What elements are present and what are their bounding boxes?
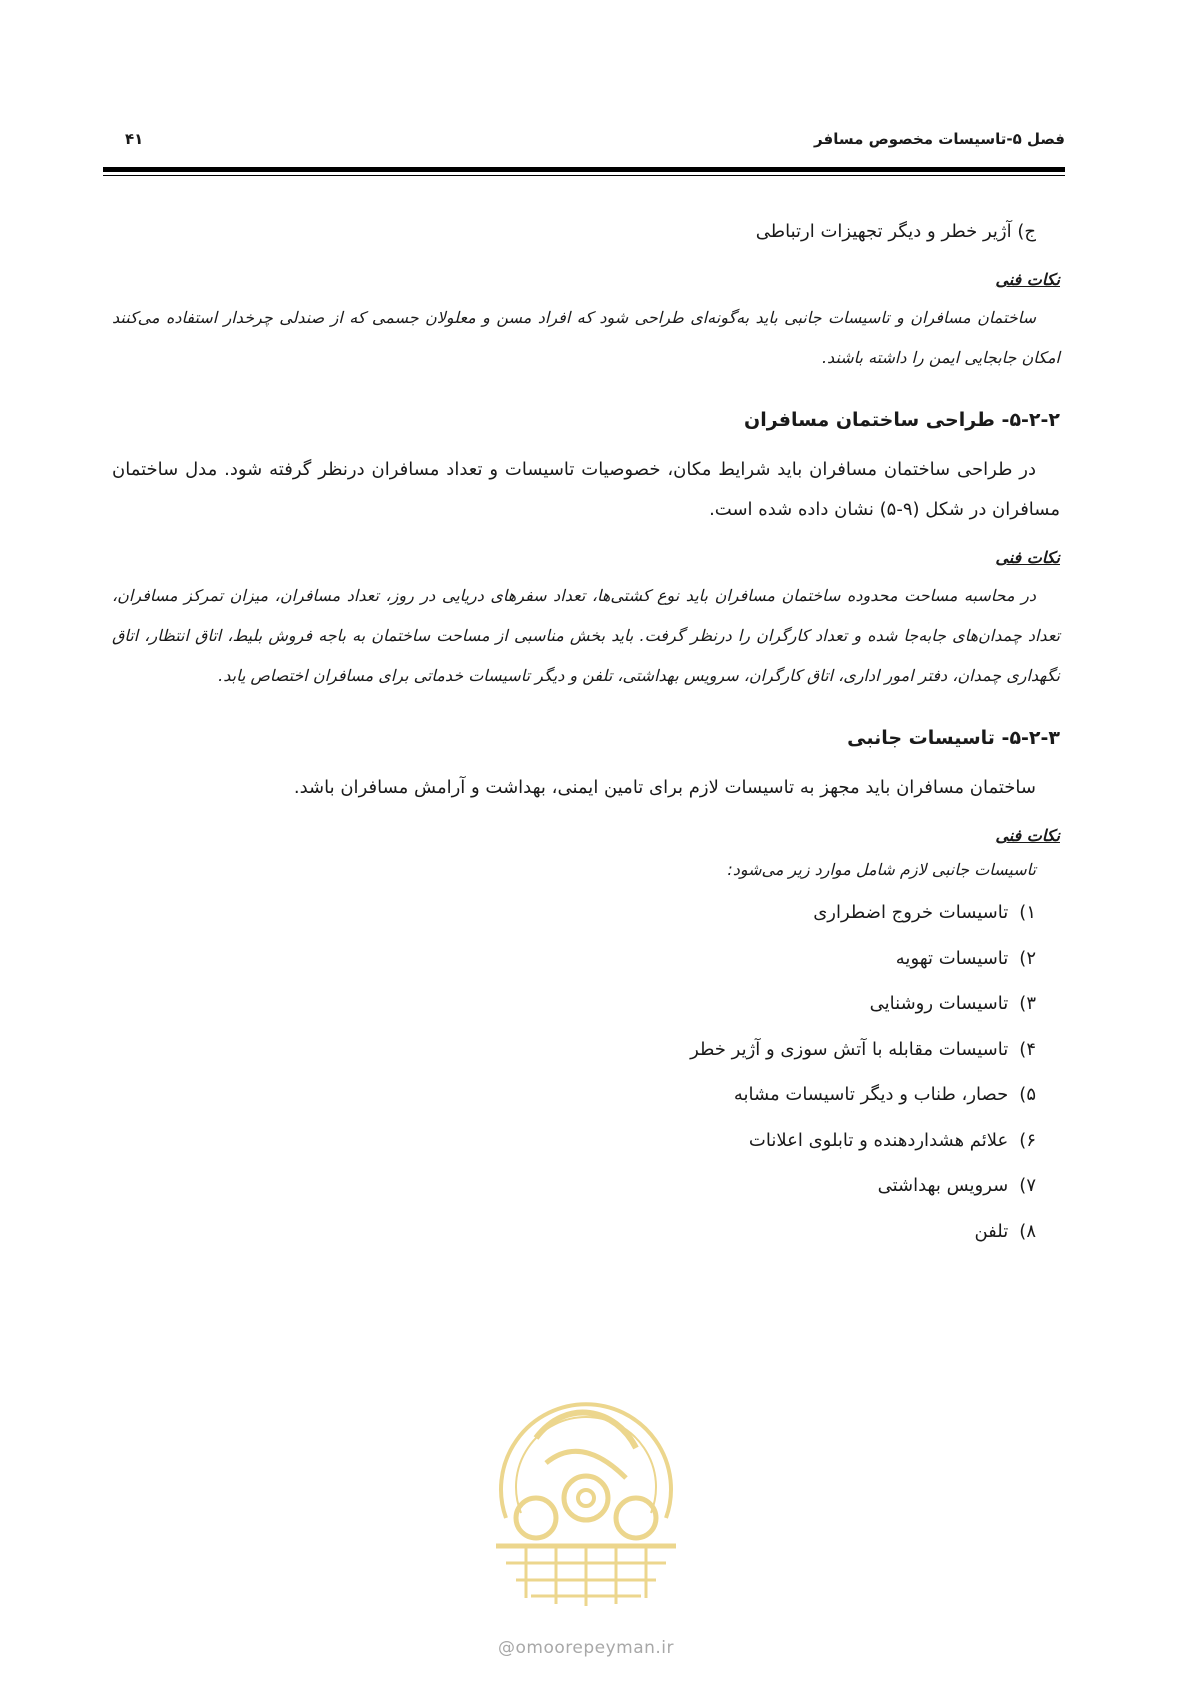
list-item: ۷) سرویس بهداشتی <box>877 1175 1036 1196</box>
list-item: ۸) تلفن <box>974 1220 1036 1242</box>
list-item: ۵) حصار، طناب و دیگر تاسیسات مشابه <box>733 1084 1036 1105</box>
list-intro: تاسیسات جانبی لازم شامل موارد زیر می‌شود: <box>727 860 1036 879</box>
section-heading: ۵-۲-۳- تاسیسات جانبی <box>847 727 1060 749</box>
technical-note-label: نکات فنی <box>995 826 1060 845</box>
header-rule-thick <box>103 167 1065 172</box>
watermark-url: @omoorepeyman.ir <box>497 1638 675 1658</box>
list-item: ۴) تاسیسات مقابله با آتش سوزی و آژیر خطر <box>690 1038 1036 1060</box>
chapter-title: فصل ۵-تاسیسات مخصوص مسافر <box>814 130 1065 148</box>
page-content <box>112 212 1060 1254</box>
header-rule-thin <box>103 175 1065 176</box>
watermark-seal-icon <box>476 1368 696 1608</box>
page-number: ۴۱ <box>125 130 144 148</box>
section-paragraph: ساختمان مسافران باید مجهز به تاسیسات لازم برای تامین ایمنی، بهداشت و آرامش مسافران باشد. <box>293 777 1036 798</box>
technical-note-text: ساختمان مسافران و تاسیسات جانبی باید به‌گونه‌ای طراحی شود که افراد مسن و معلولان جسمی که از صندلی چرخدار استفاده می‌کنند امکان جابجایی ایمن را داشته باشند. <box>112 308 1060 367</box>
page-header <box>105 130 1065 160</box>
list-item: ۶) علائم هشداردهنده و تابلوی اعلانات <box>748 1129 1036 1151</box>
section-heading: ۵-۲-۲- طراحی ساختمان مسافران <box>743 409 1060 431</box>
technical-note-text: در محاسبه مساحت محدوده ساختمان مسافران باید نوع کشتی‌ها، تعداد سفرهای دریایی در روز، تعداد مسافران، میزان تمرکز مسافران، تعداد چمدان‌های جابه‌جا شده و تعداد کارگران را درنظر گرفت. باید بخش مناسبی از مساحت ساختمان به باجه فروش بلیط، اتاق انتظار، اتاق نگهداری چمدان، دفتر امور اداری، اتاق کارگران، سرویس بهداشتی، تلفن و دیگر تاسیسات خدماتی برای مسافران اختصاص یابد. <box>112 586 1060 685</box>
list-item: ۱) تاسیسات خروج اضطراری <box>813 902 1036 923</box>
technical-note-label: نکات فنی <box>995 548 1060 567</box>
list-item: ۲) تاسیسات تهویه <box>895 947 1036 969</box>
technical-note-label: نکات فنی <box>995 270 1060 289</box>
section-paragraph: در طراحی ساختمان مسافران باید شرایط مکان، خصوصیات تاسیسات و تعداد مسافران درنظر گرفته شود. مدل ساختمان مسافران در شکل (۹-۵) نشان داده شده است. <box>112 459 1060 520</box>
intro-list-item: ج) آژیر خطر و دیگر تجهیزات ارتباطی <box>755 221 1036 242</box>
facilities-list <box>112 890 1060 1254</box>
list-item: ۳) تاسیسات روشنایی <box>869 993 1036 1014</box>
